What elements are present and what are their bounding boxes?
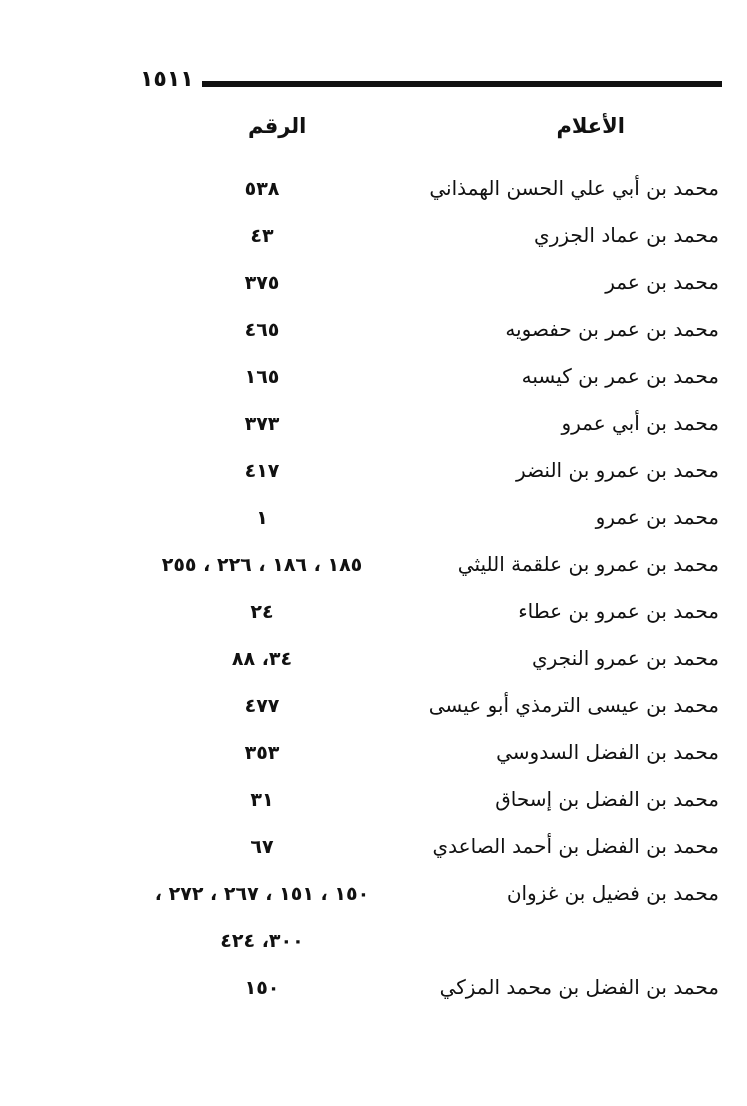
index-entry: [0, 309, 747, 356]
index-entry: [0, 826, 747, 873]
page-number: ١٥١١: [140, 67, 194, 92]
entry-name: محمد بن الفضل بن أحمد الصاعدي: [432, 834, 719, 858]
page-header: [140, 66, 722, 96]
entry-refs: [150, 542, 374, 589]
entry-ref: ٥٣٨: [244, 178, 280, 200]
index-entry: [0, 544, 747, 591]
entry-refs: [150, 824, 374, 871]
entry-name: محمد بن عماد الجزري: [534, 223, 719, 247]
index-entry: [0, 403, 747, 450]
index-entry: [0, 873, 747, 967]
entry-refs: [150, 777, 374, 824]
entry-name: محمد بن عمرو بن النضر: [516, 458, 719, 482]
entry-refs: [150, 307, 374, 354]
entry-ref: ١٨٥ ، ١٨٦ ، ٢٢٦ ، ٢٥٥: [161, 554, 363, 576]
header-rule: [202, 81, 722, 87]
entry-name: محمد بن عيسى الترمذي أبو عيسى: [428, 693, 719, 717]
index-entry: [0, 215, 747, 262]
entry-name: محمد بن عمرو بن عطاء: [518, 599, 719, 623]
entry-name: محمد بن أبي عمرو: [561, 411, 719, 435]
entry-refs: [150, 965, 374, 1012]
entry-ref: ٤٧٧: [244, 695, 280, 717]
index-list: [0, 168, 747, 1014]
entry-refs: [150, 448, 374, 495]
entry-ref: ٤٣: [250, 225, 274, 247]
entry-refs: [150, 871, 374, 965]
entry-ref: ١٥٠: [244, 977, 280, 999]
entry-name: محمد بن عمر بن كيسبه: [521, 364, 719, 388]
index-entry: [0, 591, 747, 638]
entry-ref: ٦٧: [250, 836, 274, 858]
index-entry: [0, 262, 747, 309]
column-headers: [0, 114, 747, 150]
entry-ref: ٣٧٣: [244, 413, 280, 435]
index-entry: [0, 356, 747, 403]
entry-refs: [150, 636, 374, 683]
entry-refs: [150, 166, 374, 213]
numbers-column-header: الرقم: [248, 114, 307, 138]
entry-name: محمد بن أبي علي الحسن الهمذاني: [429, 176, 719, 200]
entry-refs: [150, 589, 374, 636]
entry-ref: ٤٦٥: [244, 319, 280, 341]
names-column-header: الأعلام: [556, 114, 625, 138]
index-entry: [0, 497, 747, 544]
entry-ref: ٢٤: [250, 601, 274, 623]
entry-ref: ٣١: [250, 789, 274, 811]
entry-ref: ٣٧٥: [244, 272, 280, 294]
entry-name: محمد بن الفضل بن إسحاق: [495, 787, 719, 811]
entry-ref: ٣٥٣: [244, 742, 280, 764]
entry-refs: [150, 730, 374, 777]
entry-refs: [150, 495, 374, 542]
entry-name: محمد بن عمرو النجري: [531, 646, 719, 670]
entry-refs: [150, 354, 374, 401]
entry-ref: ١: [256, 507, 268, 529]
entry-ref: ٤١٧: [244, 460, 280, 482]
entry-ref: ١٥٠ ، ١٥١ ، ٢٦٧ ، ٢٧٢ ،: [154, 883, 370, 905]
entry-name: محمد بن الفضل بن محمد المزكي: [439, 975, 719, 999]
entry-name: محمد بن فضيل بن غزوان: [506, 881, 719, 905]
entry-name: محمد بن الفضل السدوسي: [496, 740, 719, 764]
entry-ref: ٣٠٠، ٤٢٤: [220, 930, 304, 952]
index-entry: [0, 638, 747, 685]
index-entry: [0, 168, 747, 215]
entry-ref: ١٦٥: [244, 366, 280, 388]
entry-name: محمد بن عمر بن حفصويه: [505, 317, 719, 341]
entry-refs: [150, 260, 374, 307]
index-entry: [0, 732, 747, 779]
entry-name: محمد بن عمر: [605, 270, 719, 294]
index-entry: [0, 967, 747, 1014]
index-entry: [0, 450, 747, 497]
entry-name: محمد بن عمرو: [595, 505, 719, 529]
index-entry: [0, 685, 747, 732]
entry-name: محمد بن عمرو بن علقمة الليثي: [457, 552, 719, 576]
index-entry: [0, 779, 747, 826]
entry-refs: [150, 213, 374, 260]
entry-ref: ٣٤، ٨٨: [231, 648, 293, 670]
entry-refs: [150, 401, 374, 448]
entry-refs: [150, 683, 374, 730]
